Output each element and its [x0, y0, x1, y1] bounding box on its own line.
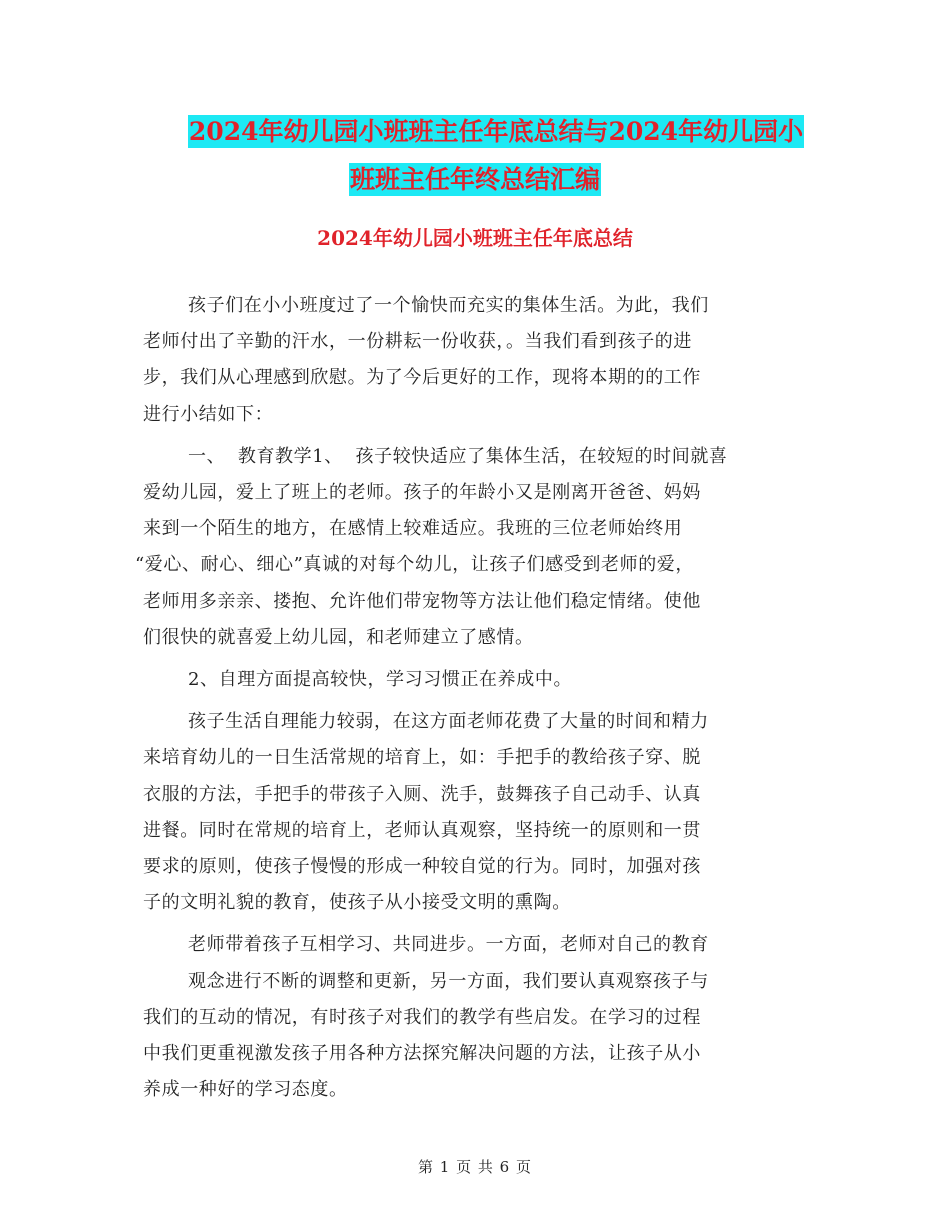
text-line: 老师用多亲亲、搂抱、允许他们带宠物等方法让他们稳定情绪。使他 [143, 590, 701, 612]
text-line: 子的文明礼貌的教育，使孩子从小接受文明的熏陶。 [143, 892, 571, 914]
document-title [0, 108, 950, 204]
text-line: 观念进行不断的调整和更新，另一方面，我们要认真观察孩子与 [188, 970, 709, 992]
text-line: 进行小结如下： [143, 403, 274, 425]
text-line: 衣服的方法，手把手的带孩子入厕、洗手，鼓舞孩子自己动手、认真 [143, 783, 701, 805]
title-line-2: 班班主任年终总结汇编 [349, 165, 600, 194]
text-line: 老师带着孩子互相学习、共同进步。一方面，老师对自己的教育 [188, 934, 709, 956]
text-line: 爱幼儿园，爱上了班上的老师。孩子的年龄小又是刚离开爸爸、妈妈 [143, 482, 701, 504]
text-line: 步，我们从心理感到欣慰。为了今后更好的工作，现将本期的的工作 [143, 367, 701, 389]
text-line: 我们的互动的情况，有时孩子对我们的教学有些启发。在学习的过程 [143, 1006, 701, 1028]
text-line: 孩子们在小小班度过了一个愉快而充实的集体生活。为此，我们 [188, 295, 709, 316]
paragraph-4 [143, 704, 807, 921]
text-line: “爱心、耐心、细心”真诚的对每个幼儿，让孩子们感受到老师的爱， [135, 554, 695, 576]
text-line: 来培育幼儿的一日生活常规的培育上，如：手把手的教给孩子穿、脱 [143, 747, 701, 769]
paragraph-2 [135, 439, 807, 656]
text-line: 孩子生活自理能力较弱，在这方面老师花费了大量的时间和精力 [188, 711, 709, 733]
text-line: 要求的原则，使孩子慢慢的形成一种较自觉的行为。同时，加强对孩 [143, 856, 701, 878]
title-line-1: 2024年幼儿园小班班主任年底总结与2024年幼儿园小 [188, 117, 804, 146]
paragraph-1 [143, 288, 807, 433]
text-line: 来到一个陌生的地方，在感情上较难适应。我班的三位老师始终用 [143, 518, 683, 540]
section-title: 2024年幼儿园小班班主任年底总结 [317, 226, 633, 250]
text-line: 老师付出了辛勤的汗水，一份耕耘一份收获，。当我们看到孩子的进 [143, 331, 692, 353]
text-line: 一、 教育教学1、 孩子较快适应了集体生活，在较短的时间就喜 [188, 445, 728, 467]
text-line: 们很快的就喜爱上幼儿园，和老师建立了感情。 [143, 626, 534, 648]
paragraph-3 [143, 662, 807, 698]
page-number: 第 1 页 共 6 页 [418, 1158, 532, 1176]
text-line: 进餐。同时在常规的培育上，老师认真观察，坚持统一的原则和一贯 [143, 819, 701, 841]
text-line: 中我们更重视激发孩子用各种方法探究解决问题的方法，让孩子从小 [143, 1043, 701, 1065]
page-footer [0, 1156, 950, 1177]
text-line: 2、自理方面提高较快，学习习惯正在养成中。 [188, 669, 573, 691]
paragraph-5 [143, 927, 807, 1108]
document-body [135, 288, 807, 1108]
text-line: 养成一种好的学习态度。 [143, 1079, 348, 1101]
